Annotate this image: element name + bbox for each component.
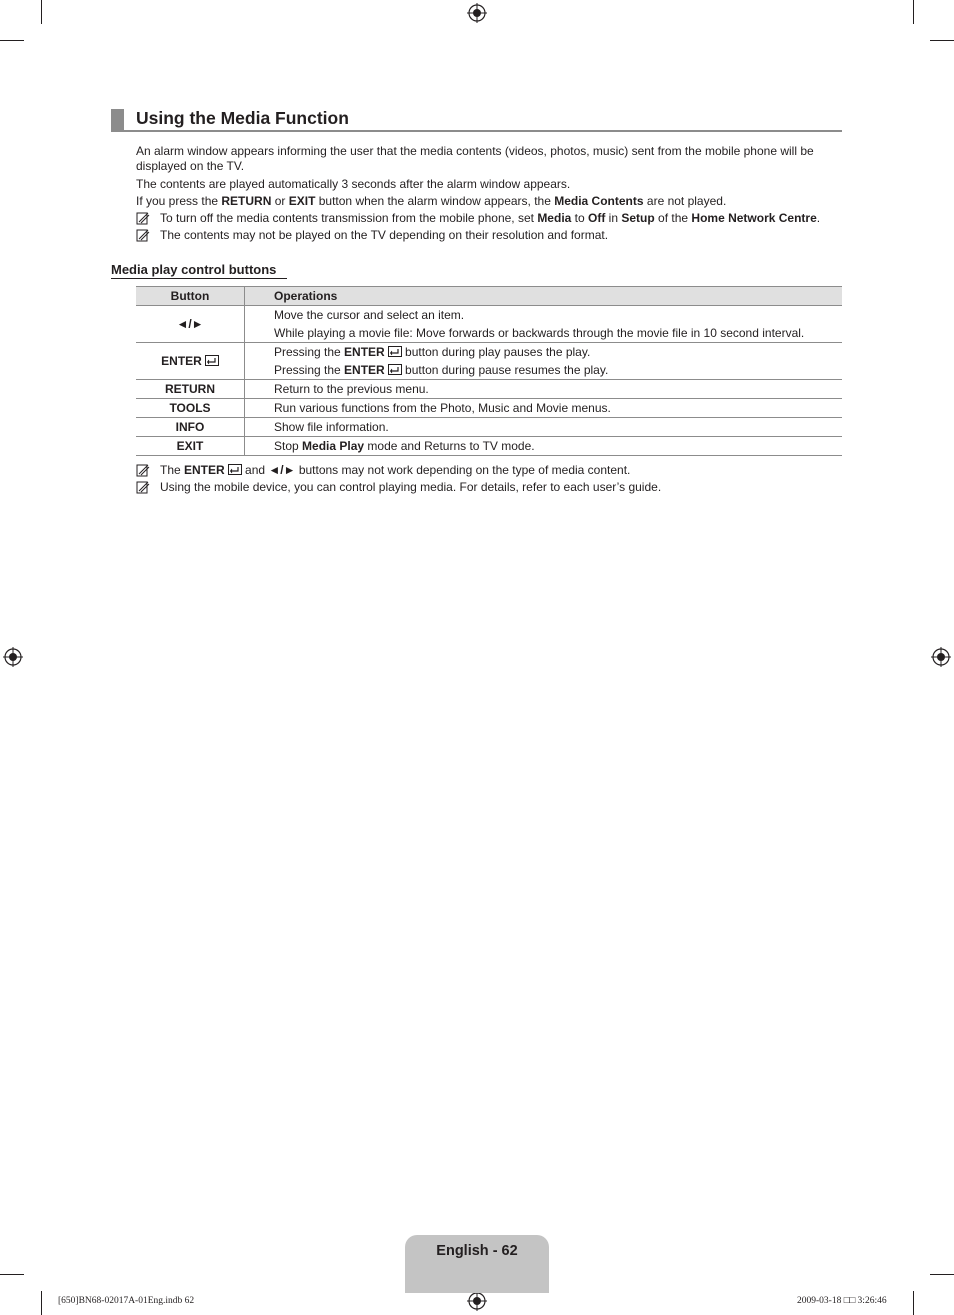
operations-cell: Run various functions from the Photo, Music and Movie menus. [245,399,843,418]
note-icon [136,481,150,494]
registration-mark-icon [3,647,23,667]
crop-mark [41,0,42,24]
autoplay-paragraph: The contents are played automatically 3 seconds after the alarm window appears. [136,177,571,191]
enter-icon [228,464,242,475]
button-cell: RETURN [136,380,245,399]
control-buttons-table [136,286,842,456]
table-row [136,380,842,399]
table-row [136,306,842,343]
operations-cell: Return to the previous menu. [245,380,843,399]
button-cell: INFO [136,418,245,437]
operations-cell: Stop Media Play mode and Returns to TV mode. [245,437,843,456]
subtitle-rule [111,278,287,279]
operations-cell: Move the cursor and select an item. While playing a movie file: Move forwards or backwards through the movie file in 10 second interval. [245,306,843,343]
heading-rule [111,130,842,132]
column-header-button: Button [136,287,245,306]
registration-mark-icon [467,1291,487,1311]
registration-mark-icon [467,3,487,23]
crop-mark [930,40,954,41]
enter-icon [205,355,219,366]
button-cell: ENTER [136,343,245,380]
note-icon [136,229,150,242]
table-row [136,399,842,418]
table-row [136,418,842,437]
print-slug-right: 2009-03-18 □□ 3:26:46 [797,1296,887,1306]
page-title: Using the Media Function [136,108,349,128]
return-paragraph: If you press the RETURN or EXIT button when the alarm window appears, the Media Contents are not played. [136,194,727,208]
table-header-row [136,287,842,306]
operations-cell: Pressing the ENTER button during play pauses the play. Pressing the ENTER button during pause resumes the play. [245,343,843,380]
enter-icon [388,346,402,357]
table-row [136,437,842,456]
note-icon [136,212,150,225]
crop-mark [930,1274,954,1275]
crop-mark [0,1274,24,1275]
note-icon [136,464,150,477]
section-subtitle: Media play control buttons [111,262,277,277]
intro-paragraph: An alarm window appears informing the user that the media contents (videos, photos, music) sent from the mobile phone will be displayed on the TV. [136,144,814,173]
button-cell: TOOLS [136,399,245,418]
crop-mark [41,1291,42,1315]
column-header-operations: Operations [245,287,843,306]
heading-bar [111,109,124,131]
enter-icon [388,364,402,375]
crop-mark [913,1291,914,1315]
crop-mark [0,40,24,41]
button-cell: ◄/► [136,306,245,343]
print-slug-left: [650]BN68-02017A-01Eng.indb 62 [58,1296,195,1306]
page-number: English - 62 [436,1243,518,1259]
table-row [136,343,842,380]
crop-mark [913,0,914,24]
registration-mark-icon [931,647,951,667]
operations-cell: Show file information. [245,418,843,437]
button-cell: EXIT [136,437,245,456]
